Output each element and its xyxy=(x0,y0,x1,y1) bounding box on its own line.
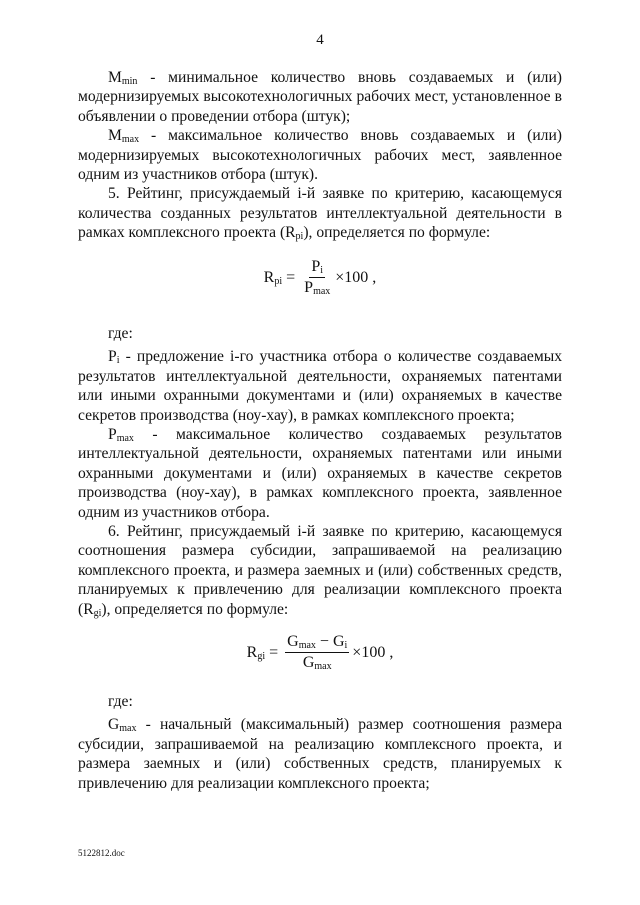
item6-text-b: ), определяется по формуле: xyxy=(101,600,289,618)
mmin-text: - минимальное количество вновь создаваемых и (или) модернизируемых высокотехнологичных рабочих мест, установленное в объявлении о проведении отбора (штук); xyxy=(78,69,562,125)
item-6 xyxy=(78,522,562,619)
formula2-lhs-subscript: gi xyxy=(257,650,266,662)
definition-mmax xyxy=(78,126,562,184)
pi-subscript: i xyxy=(116,355,120,367)
formula2-denominator xyxy=(301,653,334,672)
formula2-minus: − xyxy=(315,633,333,650)
pmax-text: - максимальное количество создаваемых результатов интеллектуальной деятельности, охраняемых патентами или иными охранными документами и (или) охраняемых в качестве секретов производства (ноу-хау), в рамках комплексного проекта, заявленное одним из участников отбора. xyxy=(78,426,562,521)
page-number: 4 xyxy=(316,32,324,48)
definition-pi xyxy=(78,347,562,425)
definition-mmin xyxy=(78,68,562,126)
formula1-den-subscript: max xyxy=(313,286,331,297)
gmax-subscript: max xyxy=(119,723,137,735)
mmax-symbol: M xyxy=(108,127,122,145)
formula1-lhs-symbol: R xyxy=(263,268,275,286)
gmax-symbol: G xyxy=(108,716,120,734)
formula1-denominator xyxy=(302,278,332,297)
formula2-num-b-symbol: G xyxy=(332,633,345,650)
formula1-fraction xyxy=(302,258,332,297)
formula2-num-a-symbol: G xyxy=(287,633,299,650)
formula2-num-b-subscript: i xyxy=(344,640,348,651)
formula1-equals: = xyxy=(286,268,296,286)
definition-gmax xyxy=(78,715,562,793)
formula2-lhs xyxy=(247,644,265,662)
formula1-num-subscript: i xyxy=(320,265,324,276)
text-block-1 xyxy=(78,68,562,243)
item5-text-a: 5. Рейтинг, присуждаемый i-й заявке по критерию, касающемуся количества созданных результатов интеллектуальной деятельности в рамках комплексного проекта (R xyxy=(78,185,562,242)
formula1-lhs-subscript: pi xyxy=(274,275,283,287)
mmax-text: - максимальное количество вновь создаваемых и (или) модернизируемых высокотехнологичных рабочих мест, заявленное одним из участников отбора (штук). xyxy=(78,127,562,184)
text-block-3 xyxy=(78,692,562,793)
formula2-fraction xyxy=(285,633,349,672)
formula-rpi xyxy=(0,258,640,297)
formula2-equals: = xyxy=(269,643,279,661)
formula2-den-subscript: max xyxy=(314,661,332,672)
item-5 xyxy=(78,184,562,242)
mmax-subscript: max xyxy=(121,134,140,146)
pi-text: - предложение i-го участника отбора о количестве создаваемых результатов интеллектуальной деятельности, охраняемых патентами или иными охранными документами и (или) охраняемых в качестве секретов производства (ноу-хау), в рамках комплексного проекта; xyxy=(78,348,562,424)
item6-text-a: 6. Рейтинг, присуждаемый i-й заявке по критерию, касающемуся соотношения размера субсидии, запрашиваемой на реализацию комплексного проекта, и размера заемных и (или) собственных средств, планируемых к привлечению для реализации комплексного проекта (R xyxy=(78,523,562,618)
text-block-2 xyxy=(78,324,562,619)
formula-rgi xyxy=(0,633,640,672)
formula2-lhs-symbol: R xyxy=(246,643,258,661)
item5-text-b: ), определяется по формуле: xyxy=(303,224,491,242)
mmin-symbol: M xyxy=(108,69,122,86)
formula2-num-a-subscript: max xyxy=(298,640,316,651)
formula2-den-symbol: G xyxy=(302,654,315,671)
mmin-subscript: min xyxy=(121,76,138,87)
pmax-symbol: P xyxy=(108,426,117,444)
formula1-lhs xyxy=(264,269,282,287)
formula1-numerator xyxy=(309,258,325,278)
item6-subscript: gi xyxy=(93,607,102,619)
document-footer-filename: 5122812.doc xyxy=(78,848,125,858)
item5-subscript: pi xyxy=(295,231,304,243)
definition-pmax xyxy=(78,425,562,522)
gmax-text: - начальный (максимальный) размер соотношения размера субсидии, запрашиваемой на реализацию комплексного проекта, и размера заемных и (или) собственных средств, планируемых к привлечению для реализации комплексного проекта; xyxy=(78,716,562,792)
formula1-num-symbol: P xyxy=(311,258,321,275)
where-label-1: где: xyxy=(108,325,133,342)
formula1-den-symbol: P xyxy=(304,279,314,296)
formula2-numerator xyxy=(285,633,349,653)
formula2-tail: ×100 , xyxy=(352,643,394,661)
pi-symbol: P xyxy=(108,348,117,366)
where-label-2: где: xyxy=(108,693,133,710)
pmax-subscript: max xyxy=(116,433,134,445)
formula1-tail: ×100 , xyxy=(335,268,377,286)
